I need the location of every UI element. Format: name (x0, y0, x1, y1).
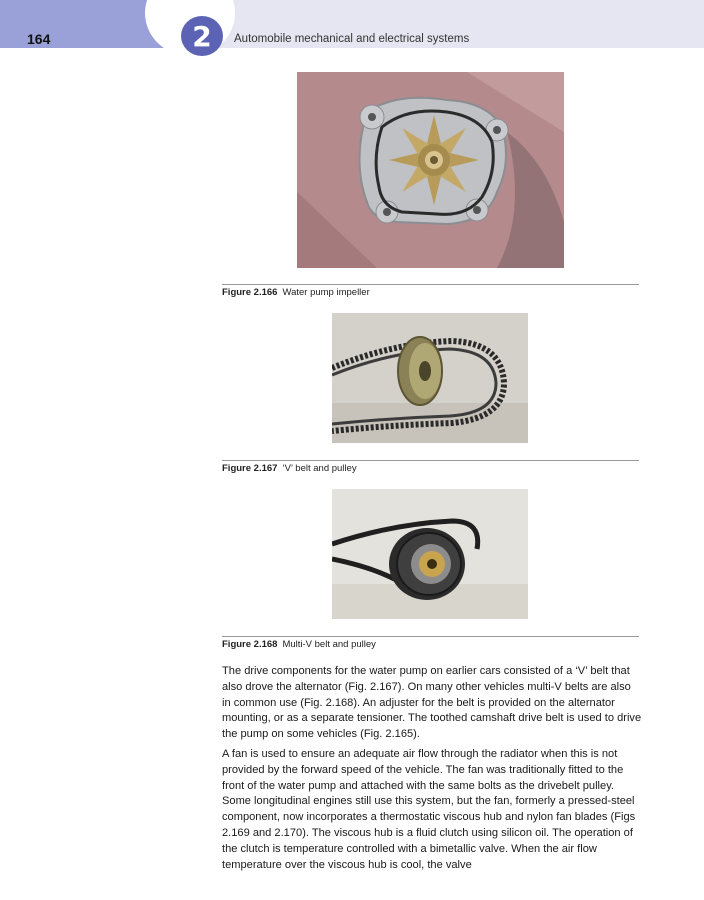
figure-label: Figure 2.166 (222, 287, 278, 298)
figure-caption-text: Multi-V belt and pulley (282, 639, 376, 650)
figure-caption-text: ‘V’ belt and pulley (282, 463, 357, 474)
paragraph: The drive components for the water pump on earlier cars consisted of a ‘V’ belt that also drove the alternator (Fig. 2.167). On many other vehicles multi-V belts are also in common use (Fig. 2.168). An adjuster for the belt is provided on the alternator mounting, or as a separate tensioner. The toothed camshaft drive belt is used to drive the pump on some vehicles (Fig. 2.165). (222, 665, 642, 741)
page-number: 164 (27, 31, 51, 47)
v-belt-photo (332, 313, 528, 443)
figure-divider (222, 636, 639, 637)
figure-caption (222, 463, 357, 474)
figure-caption (222, 287, 370, 298)
water-pump-photo (297, 72, 564, 268)
multi-v-belt-photo (332, 489, 528, 619)
figure-caption-text: Water pump impeller (282, 287, 370, 298)
figure-caption (222, 639, 376, 650)
chapter-number: 2 (181, 16, 223, 56)
figure-label: Figure 2.168 (222, 639, 278, 650)
body-text (222, 664, 642, 877)
figure-divider (222, 284, 639, 285)
running-title: Automobile mechanical and electrical systems (234, 33, 470, 45)
figure-divider (222, 460, 639, 461)
paragraph: A fan is used to ensure an adequate air flow through the radiator when this is not provided by the forward speed of the vehicle. The fan was traditionally fitted to the front of the water pump and attached with the same bolts as the drivebelt pulley. Some longitudinal engines still use this system, but the fan, formerly a pressed-steel component, now incorporates a thermostatic viscous hub and nylon fan blades (Figs 2.169 and 2.170). The viscous hub is a fluid clutch using silicon oil. The operation of the clutch is temperature controlled with a bimetallic valve. When the air flow temperature over the viscous hub is cool, the valve (222, 747, 636, 871)
figure-label: Figure 2.167 (222, 463, 278, 474)
